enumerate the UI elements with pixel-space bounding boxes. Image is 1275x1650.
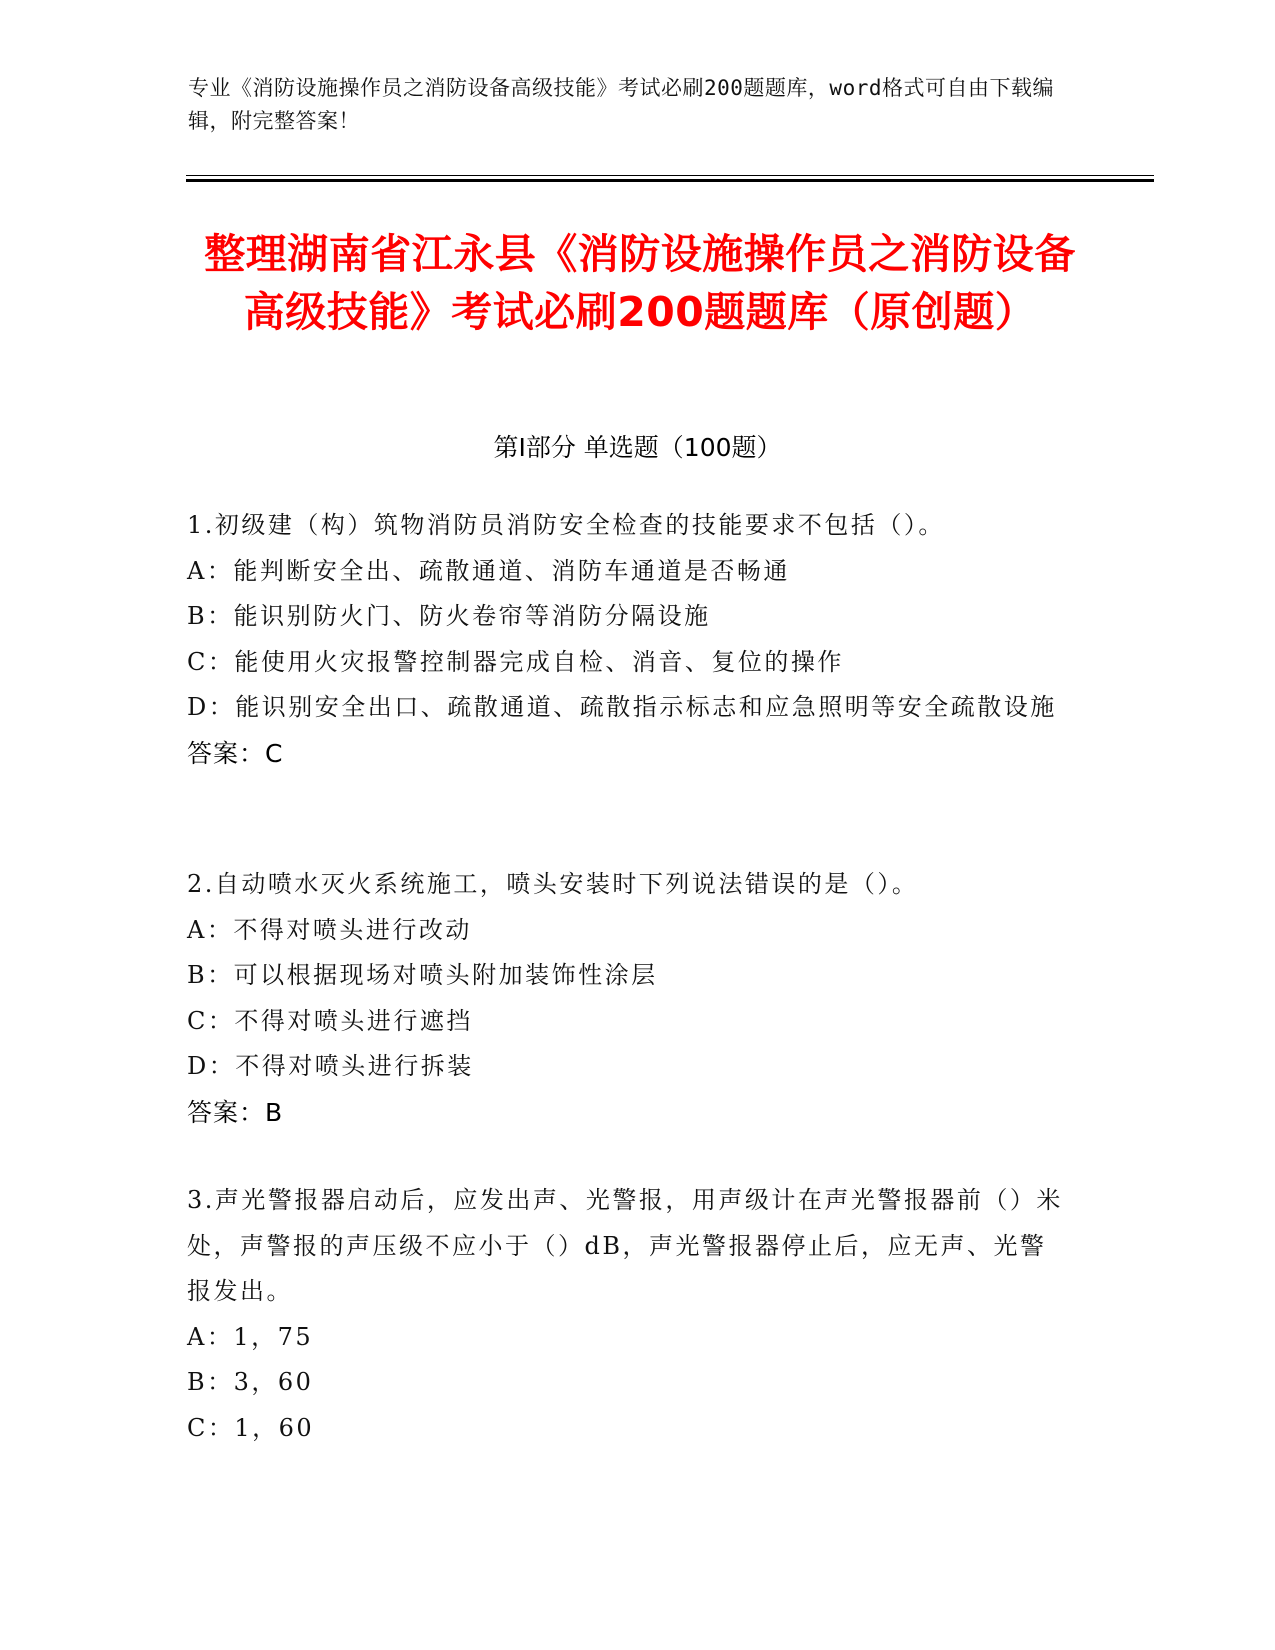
question-stem: 1.初级建（构）筑物消防员消防安全检查的技能要求不包括（）。 <box>187 511 945 539</box>
section-title: 第Ⅰ部分 单选题（100题） <box>493 433 782 462</box>
option-d: D：能识别安全出口、疏散通道、疏散指示标志和应急照明等安全疏散设施 <box>187 693 1057 721</box>
question-2 <box>187 862 1067 1135</box>
option-a: A：不得对喷头进行改动 <box>187 915 472 944</box>
header-rule-thin <box>186 175 1154 176</box>
question-3 <box>187 1178 1067 1451</box>
header-note: 专业《消防设施操作员之消防设备高级技能》考试必刷200题题库，word格式可自由下载编辑，附完整答案！ <box>188 76 1054 133</box>
option-b: B：能识别防火门、防火卷帘等消防分隔设施 <box>187 602 711 630</box>
option-b: B：3，60 <box>187 1368 314 1396</box>
option-a: A：能判断安全出、疏散通道、消防车通道是否畅通 <box>187 556 790 585</box>
header-rule-thick <box>186 179 1154 182</box>
option-a: A：1，75 <box>187 1322 314 1351</box>
option-b: B：可以根据现场对喷头附加装饰性涂层 <box>187 961 658 989</box>
answer-label: 答案：C <box>187 738 284 768</box>
answer-label: 答案：B <box>187 1097 284 1127</box>
question-stem: 2.自动喷水灭火系统施工，喷头安装时下列说法错误的是（）。 <box>187 870 919 898</box>
option-c: C：不得对喷头进行遮挡 <box>187 1006 473 1035</box>
option-c: C：1，60 <box>187 1413 315 1442</box>
document-title: 整理湖南省江永县《消防设施操作员之消防设备高级技能》考试必刷200题题库（原创题） <box>204 230 1076 336</box>
question-stem: 3.声光警报器启动后，应发出声、光警报，用声级计在声光警报器前（）米处，声警报的声压级不应小于（）dB，声光警报器停止后，应无声、光警报发出。 <box>187 1186 1063 1305</box>
option-d: D：不得对喷头进行拆装 <box>187 1052 474 1080</box>
option-c: C：能使用火灾报警控制器完成自检、消音、复位的操作 <box>187 647 844 676</box>
question-1 <box>187 503 1067 776</box>
